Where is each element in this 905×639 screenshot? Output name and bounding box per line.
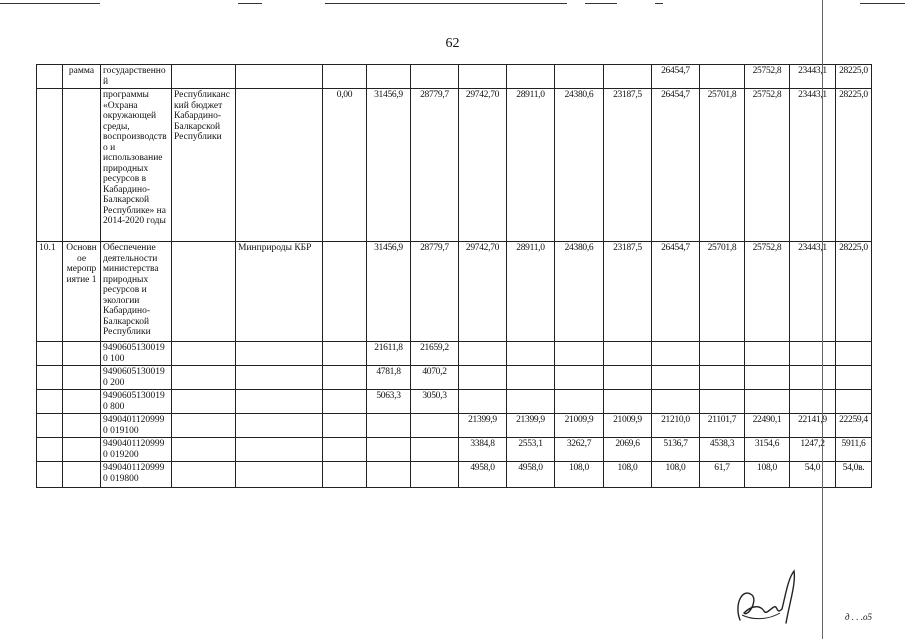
value-cell: 31456,9 bbox=[367, 89, 411, 242]
value-cell: 4958,0 bbox=[507, 462, 555, 488]
table-row bbox=[37, 462, 905, 488]
value-cell: 3262,7 bbox=[555, 438, 604, 462]
program-name-cell: Обеспечение деятельности министерства природных ресурсов и экологии Кабардино-Балкарской Республики bbox=[101, 242, 172, 342]
value-cell: 3384,8 bbox=[459, 438, 507, 462]
budget-code-cell: 94904011209990 019200 bbox=[101, 438, 172, 462]
value-cell bbox=[836, 366, 872, 390]
table-row bbox=[37, 242, 905, 342]
value-cell: 28911,0 bbox=[507, 242, 555, 342]
value-cell: 23443,1 bbox=[790, 65, 836, 89]
program-name-cell: программы «Охрана окружающей среды, воспроизводство и использование природных ресурсов в Кабардино-Балкарской Республике» на 2014-2020 годы bbox=[101, 89, 172, 242]
value-cell: 0,00 bbox=[323, 89, 367, 242]
value-cell: 54,0в. bbox=[836, 462, 872, 488]
value-cell bbox=[459, 342, 507, 366]
row-number-cell bbox=[37, 366, 63, 390]
executor-cell bbox=[236, 462, 323, 488]
value-cell: 5063,3 bbox=[367, 390, 411, 414]
row-number-cell: 10.1 bbox=[37, 242, 63, 342]
value-cell: 3050,3 bbox=[411, 390, 459, 414]
value-cell: 23187,5 bbox=[604, 242, 652, 342]
executor-cell: Минприроды КБР bbox=[236, 242, 323, 342]
budget-cell bbox=[172, 414, 236, 438]
value-cell bbox=[745, 366, 790, 390]
value-cell bbox=[367, 414, 411, 438]
budget-cell bbox=[172, 342, 236, 366]
value-cell bbox=[459, 390, 507, 414]
executor-cell bbox=[236, 65, 323, 89]
value-cell: 4070,2 bbox=[411, 366, 459, 390]
value-cell bbox=[367, 462, 411, 488]
value-cell: 108,0 bbox=[555, 462, 604, 488]
value-cell: 3154,6 bbox=[745, 438, 790, 462]
value-cell bbox=[790, 342, 836, 366]
value-cell bbox=[700, 65, 745, 89]
budget-code-cell: 94906051300190 100 bbox=[101, 342, 172, 366]
row-number-cell bbox=[37, 65, 63, 89]
value-cell: 21399,9 bbox=[459, 414, 507, 438]
value-cell: 21101,7 bbox=[700, 414, 745, 438]
value-cell: 28225,0 bbox=[836, 65, 872, 89]
row-number-cell bbox=[37, 390, 63, 414]
value-cell: 21611,8 bbox=[367, 342, 411, 366]
value-cell: 25701,8 bbox=[700, 242, 745, 342]
row-number-cell bbox=[37, 342, 63, 366]
budget-code-cell: 94906051300190 200 bbox=[101, 366, 172, 390]
value-cell: 108,0 bbox=[745, 462, 790, 488]
executor-cell bbox=[236, 390, 323, 414]
value-cell bbox=[604, 342, 652, 366]
row-type-cell bbox=[63, 89, 101, 242]
value-cell bbox=[411, 462, 459, 488]
value-cell: 21659,2 bbox=[411, 342, 459, 366]
value-cell bbox=[507, 342, 555, 366]
row-type-cell bbox=[63, 390, 101, 414]
budget-cell bbox=[172, 65, 236, 89]
row-type-cell bbox=[63, 342, 101, 366]
row-number-cell bbox=[37, 89, 63, 242]
top-rule bbox=[860, 3, 905, 4]
value-cell: 28779,7 bbox=[411, 89, 459, 242]
row-type-cell bbox=[63, 462, 101, 488]
row-number-cell bbox=[37, 438, 63, 462]
budget-code-cell: 94904011209990 019100 bbox=[101, 414, 172, 438]
budget-code-cell: 94906051300190 800 bbox=[101, 390, 172, 414]
value-cell: 4538,3 bbox=[700, 438, 745, 462]
value-cell bbox=[652, 366, 700, 390]
table-row bbox=[37, 414, 905, 438]
value-cell bbox=[411, 414, 459, 438]
row-type-cell bbox=[63, 366, 101, 390]
budget-cell: Республиканский бюджет Кабардино-Балкарской Республики bbox=[172, 89, 236, 242]
value-cell bbox=[652, 342, 700, 366]
value-cell bbox=[323, 366, 367, 390]
row-number-cell bbox=[37, 462, 63, 488]
value-cell: 108,0 bbox=[652, 462, 700, 488]
value-cell bbox=[700, 366, 745, 390]
value-cell bbox=[367, 438, 411, 462]
value-cell: 25752,8 bbox=[745, 65, 790, 89]
value-cell bbox=[323, 242, 367, 342]
value-cell bbox=[700, 342, 745, 366]
value-cell: 25752,8 bbox=[745, 242, 790, 342]
value-cell bbox=[323, 414, 367, 438]
value-cell bbox=[700, 390, 745, 414]
executor-cell bbox=[236, 89, 323, 242]
table-row bbox=[37, 65, 905, 89]
page-number: 62 bbox=[445, 36, 460, 51]
value-cell: 54,0 bbox=[790, 462, 836, 488]
value-cell: 23187,5 bbox=[604, 89, 652, 242]
value-cell bbox=[790, 366, 836, 390]
budget-cell bbox=[172, 438, 236, 462]
value-cell: 28225,0 bbox=[836, 242, 872, 342]
budget-code-cell: 94904011209990 019800 bbox=[101, 462, 172, 488]
value-cell: 26454,7 bbox=[652, 89, 700, 242]
value-cell: 29742,70 bbox=[459, 89, 507, 242]
value-cell bbox=[652, 390, 700, 414]
handwritten-mark: д . . .о5 bbox=[845, 612, 873, 622]
row-type-cell: рамма bbox=[63, 65, 101, 89]
budget-cell bbox=[172, 242, 236, 342]
budget-cell bbox=[172, 462, 236, 488]
value-cell bbox=[790, 390, 836, 414]
value-cell: 28225,0 bbox=[836, 89, 872, 242]
value-cell: 21009,9 bbox=[604, 414, 652, 438]
value-cell: 2069,6 bbox=[604, 438, 652, 462]
row-type-cell bbox=[63, 414, 101, 438]
value-cell bbox=[323, 462, 367, 488]
top-rule bbox=[0, 3, 100, 4]
value-cell bbox=[836, 342, 872, 366]
budget-table bbox=[36, 64, 905, 488]
value-cell bbox=[411, 438, 459, 462]
value-cell: 21399,9 bbox=[507, 414, 555, 438]
value-cell: 26454,7 bbox=[652, 242, 700, 342]
value-cell bbox=[323, 65, 367, 89]
value-cell bbox=[507, 366, 555, 390]
row-number-cell bbox=[37, 414, 63, 438]
value-cell bbox=[745, 342, 790, 366]
value-cell bbox=[459, 65, 507, 89]
top-rule bbox=[238, 3, 262, 4]
value-cell bbox=[604, 390, 652, 414]
value-cell: 108,0 bbox=[604, 462, 652, 488]
value-cell: 4958,0 bbox=[459, 462, 507, 488]
table-row bbox=[37, 438, 905, 462]
value-cell bbox=[411, 65, 459, 89]
value-cell bbox=[555, 366, 604, 390]
value-cell: 21210,0 bbox=[652, 414, 700, 438]
executor-cell bbox=[236, 438, 323, 462]
value-cell: 23443,1 bbox=[790, 89, 836, 242]
value-cell bbox=[555, 65, 604, 89]
top-rule bbox=[585, 3, 617, 4]
value-cell: 1247,2 bbox=[790, 438, 836, 462]
value-cell: 24380,6 bbox=[555, 242, 604, 342]
value-cell bbox=[604, 366, 652, 390]
budget-cell bbox=[172, 366, 236, 390]
value-cell bbox=[367, 65, 411, 89]
value-cell bbox=[459, 366, 507, 390]
value-cell bbox=[555, 390, 604, 414]
row-type-cell: Основное мероприятие 1 bbox=[63, 242, 101, 342]
value-cell: 23443,1 bbox=[790, 242, 836, 342]
value-cell bbox=[604, 65, 652, 89]
page-margin-line bbox=[822, 0, 823, 639]
value-cell bbox=[323, 342, 367, 366]
value-cell bbox=[507, 390, 555, 414]
value-cell: 25752,8 bbox=[745, 89, 790, 242]
value-cell: 22259,4 bbox=[836, 414, 872, 438]
value-cell: 22141,9 bbox=[790, 414, 836, 438]
value-cell bbox=[555, 342, 604, 366]
value-cell: 22490,1 bbox=[745, 414, 790, 438]
value-cell bbox=[507, 65, 555, 89]
program-name-cell: государственной bbox=[101, 65, 172, 89]
value-cell: 4781,8 bbox=[367, 366, 411, 390]
table-row bbox=[37, 342, 905, 366]
executor-cell bbox=[236, 366, 323, 390]
top-rule bbox=[655, 3, 663, 4]
signature-image bbox=[730, 565, 800, 627]
value-cell bbox=[836, 390, 872, 414]
value-cell: 31456,9 bbox=[367, 242, 411, 342]
table-row bbox=[37, 390, 905, 414]
value-cell: 5136,7 bbox=[652, 438, 700, 462]
executor-cell bbox=[236, 414, 323, 438]
value-cell: 28911,0 bbox=[507, 89, 555, 242]
value-cell bbox=[323, 438, 367, 462]
top-rule bbox=[325, 3, 567, 4]
value-cell bbox=[745, 390, 790, 414]
value-cell: 61,7 bbox=[700, 462, 745, 488]
executor-cell bbox=[236, 342, 323, 366]
table-row bbox=[37, 366, 905, 390]
budget-cell bbox=[172, 390, 236, 414]
value-cell: 2553,1 bbox=[507, 438, 555, 462]
value-cell: 26454,7 bbox=[652, 65, 700, 89]
value-cell: 25701,8 bbox=[700, 89, 745, 242]
value-cell: 29742,70 bbox=[459, 242, 507, 342]
row-type-cell bbox=[63, 438, 101, 462]
value-cell: 28779,7 bbox=[411, 242, 459, 342]
table-row bbox=[37, 89, 905, 242]
value-cell: 5911,6 bbox=[836, 438, 872, 462]
value-cell: 21009,9 bbox=[555, 414, 604, 438]
value-cell: 24380,6 bbox=[555, 89, 604, 242]
value-cell bbox=[323, 390, 367, 414]
